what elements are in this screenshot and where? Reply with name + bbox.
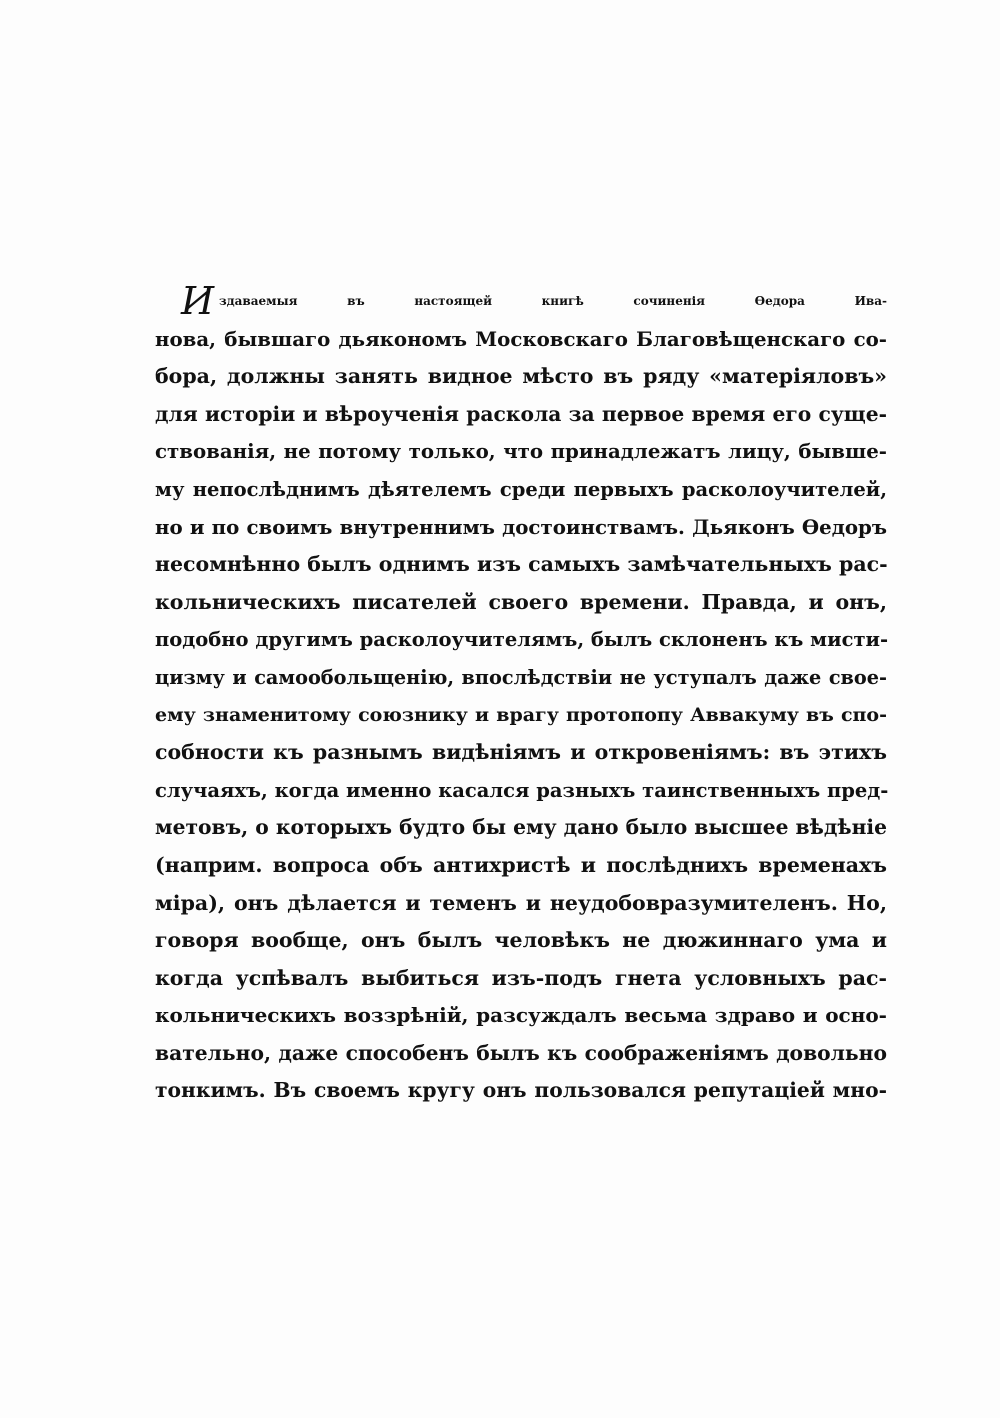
text-line: говоря вообще, онъ былъ человѣкъ не дюжиннаго ума и bbox=[155, 928, 887, 953]
text-line: собности къ разнымъ видѣніямъ и откровеніямъ: въ этихъ bbox=[155, 740, 887, 765]
text-line: вательно, даже способенъ былъ къ соображеніямъ довольно bbox=[155, 1040, 887, 1065]
text-line: кольническихъ воззрѣній, разсуждалъ весьма здраво и осно- bbox=[155, 1003, 887, 1028]
text-line: случаяхъ, когда именно касался разныхъ таинственныхъ пред- bbox=[155, 778, 889, 802]
text-line bbox=[155, 279, 887, 323]
text-line: несомнѣнно былъ однимъ изъ самыхъ замѣчательныхъ рас- bbox=[155, 552, 888, 577]
first-line-text: здаваемыя въ настоящей книгѣ сочиненія Ѳедора Ива- bbox=[219, 294, 887, 308]
text-line: ему знаменитому союзнику и врагу протопопу Аввакуму въ спо- bbox=[155, 703, 887, 726]
text-line: міра), онъ дѣлается и теменъ и неудобовразумителенъ. Но, bbox=[155, 890, 887, 915]
text-line: бора, должны занять видное мѣсто въ ряду «матеріяловъ» bbox=[155, 364, 887, 389]
text-line: кольническихъ писателей своего времени. Правда, и онъ, bbox=[155, 589, 887, 614]
text-line: когда успѣвалъ выбиться изъ-подъ гнета условныхъ рас- bbox=[155, 965, 887, 990]
text-line: но и по своимъ внутреннимъ достоинствамъ. Дьяконъ Ѳедоръ bbox=[155, 514, 887, 539]
text-line: (наприм. вопроса объ антихристѣ и послѣднихъ временахъ bbox=[155, 852, 887, 877]
text-line: цизму и самообольщенію, впослѣдствіи не уступалъ даже свое- bbox=[155, 665, 887, 689]
text-line: метовъ, о которыхъ будто бы ему дано было высшее вѣдѣніе bbox=[155, 815, 887, 840]
text-line: ствованія, не потому только, что принадлежатъ лицу, бывше- bbox=[155, 439, 887, 464]
text-line: му непослѣднимъ дѣятелемъ среди первыхъ расколоучителей, bbox=[155, 477, 887, 501]
text-line: подобно другимъ расколоучителямъ, былъ склоненъ къ мисти- bbox=[155, 628, 889, 652]
drop-cap: И bbox=[181, 279, 215, 323]
text-line: для исторіи и вѣроученія раскола за первое время его суще- bbox=[155, 401, 887, 426]
body-text bbox=[155, 279, 889, 1110]
text-line: нова, бывшаго дьякономъ Московскаго Благовѣщенскаго со- bbox=[155, 326, 887, 351]
text-line: тонкимъ. Въ своемъ кругу онъ пользовался репутаціей мно- bbox=[155, 1078, 887, 1103]
